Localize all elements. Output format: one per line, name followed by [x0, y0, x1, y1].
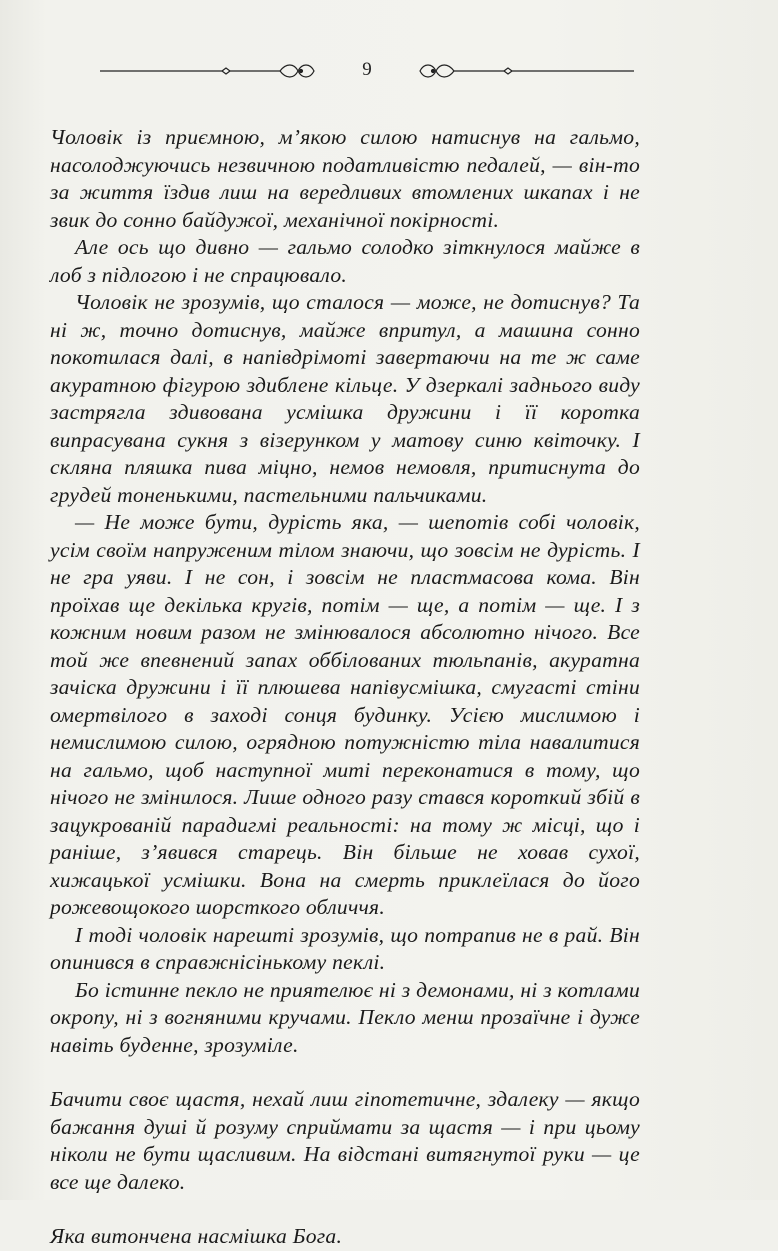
paragraph: — Не може бути, дурість яка, — шепотів собі чоловік, усім своїм напруженим тілом знаючи, що зовсім не дурість. І не гра уяви. І не сон, і зовсім не пластмасова кома. Він проїхав ще декілька кругів, потім — ще, а потім — ще. І з кожним новим разом не змінювалося абсолютно нічого. Все той же впевнений запах оббілованих тюльпанів, акуратна зачіска дружини і її плюшева напівусмішка, смугасті стіни омертвілого в заході сонця будинку. Усією мислимою і немислимою силою, огрядною потужністю тіла навалитися на гальмо, щоб наступної миті переконатися в тому, що нічого не змінилося. Лише одного разу стався короткий збій в зацукрованій парадигмі реальності: на тому ж місці, що і раніше, з’явився старець. Він більше не ховав сухої, хижацької усмішки. Вона на смерть приклеїлася до його рожевощокого шорсткого обличчя. [50, 510, 640, 919]
body-text [50, 124, 640, 1251]
paragraph: Чоловік не зрозумів, що сталося — може, не дотиснув? Та ні ж, точно дотиснув, майже впритул, а машина сонно покотилася далі, в напівдрімоті завертаючи на те ж саме акуратною фігурою здиблене кільце. У дзеркалі заднього виду застрягла здивована усмішка дружини і її коротка випрасувана сукня з візерунком у матову синю квіточку. І скляна пляшка пива міцно, немов немовля, притиснута до грудей тоненькими, пастельними пальчиками. [50, 290, 640, 507]
paragraph: Чоловік із приємною, м’якою силою натиснув на гальмо, насолоджуючись незвичною податливістю педалей, — він-то за життя їздив лиш на вередливих втомлених шкапах і не звик до сонно байдужої, механічної покірності. [50, 125, 640, 232]
page-number: 9 [362, 59, 372, 80]
paragraph: Бо істинне пекло не приятелює ні з демонами, ні з котлами окропу, ні з вогняними кручами. Пекло менш прозаїчне і дуже навіть буденне, зрозуміле. [50, 977, 640, 1057]
closing-paragraph: Бачити своє щастя, нехай лиш гіпотетичне, здалеку — якщо бажання душі й розуму сприймати за щастя — і при цьому ніколи не бути щасливим. На відстані витягнутої руки — це все ще далеко. [50, 1087, 640, 1194]
closing-line: Яка витончена насмішка Бога. [50, 1224, 343, 1248]
page-header [100, 52, 634, 92]
paragraph: І тоді чоловік нарешті зрозумів, що потрапив не в рай. Він опинився в справжнісінькому пеклі. [50, 922, 640, 974]
paragraph: Але ось що дивно — гальмо солодко зіткнулося майже в лоб з підлогою і не спрацювало. [50, 235, 640, 287]
